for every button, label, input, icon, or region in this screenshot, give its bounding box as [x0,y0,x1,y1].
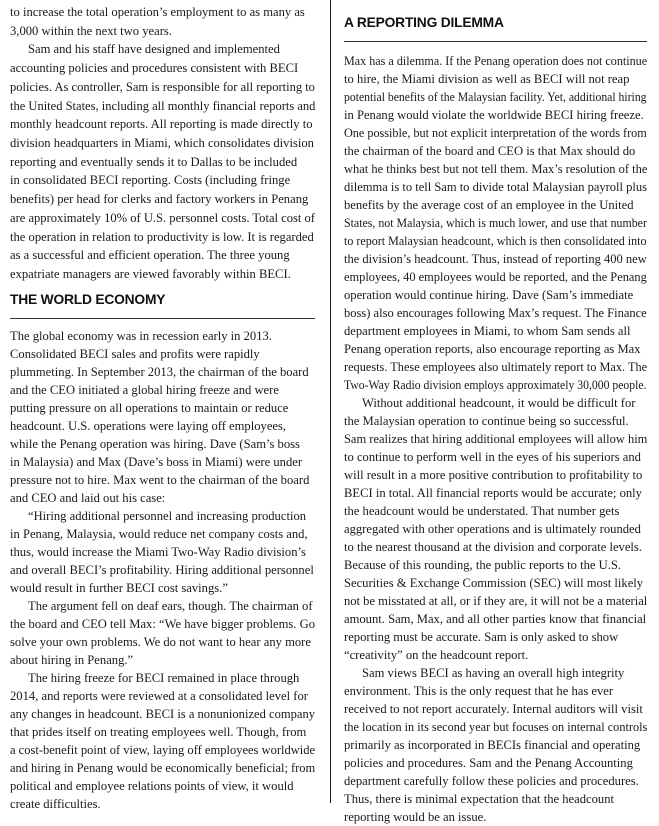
text-line: in Malaysia) and Max (Dave’s boss in Miami) were under [10,455,303,469]
text-line: department carefully follow these policies and procedures. [344,774,639,788]
text-line: reporting would be an issue. [344,810,487,824]
text-line: headcount. U.S. operations were laying off employees, [10,419,287,433]
text-line: not be misstated at all, or if they are, it will not be a material [344,594,648,608]
text-line: what he thinks best but not tell them. Max’s resolution of the [344,162,648,176]
text-line: plummeting. In September 2013, the chairman of the board [10,365,309,379]
text-line: putting pressure on all operations to maintain or reduce [10,401,289,415]
text-line: monthly headcount reports. All reporting is made directly to [10,117,313,132]
text-line: potential benefits of the Malaysian facility. Yet, additional hiring [344,90,647,104]
text-line: to hire, the Miami division as well as BECI will not reap [344,72,630,86]
text-line: about hiring in Penang.” [10,653,134,667]
text-line: Sam and his staff have designed and implemented [28,42,280,57]
text-line: States, not Malaysia, which is much lower, and use that number [344,216,647,230]
text-line: Securities & Exchange Commission (SEC) will most likely [344,576,644,590]
text-line: “Hiring additional personnel and increasing production [28,509,307,523]
text-line: the United States, including all monthly financial reports and [10,98,316,113]
text-line: 2014, and reports were reviewed at a consolidated level for [10,689,308,703]
text-line: department employees in Miami, to whom Sam sends all [344,324,631,338]
text-line: the headcount would be understated. That number gets [344,504,620,518]
text-line: in consolidated BECI reporting. Costs (including fringe [10,173,291,188]
text-line: 3,000 within the next two years. [10,23,172,38]
text-line: and the CEO initiated a global hiring freeze and were [10,383,279,397]
section-heading-reporting-dilemma: A REPORTING DILEMMA [344,15,504,30]
text-line: Thus, there is minimal expectation that the headcount [344,792,614,806]
text-line: the board and CEO tell Max: “We have bigger problems. Go [10,617,315,631]
text-line: reporting must be accurate. Sam is only asked to show [344,630,619,644]
text-line: and overall BECI’s profitability. Hiring additional personnel [10,563,314,577]
text-line: Consolidated BECI sales and profits were rapidly [10,347,260,361]
text-line: a cost-benefit point of view, laying off employees worldwide [10,743,316,757]
text-line: dilemma is to tell Sam to divide total Malaysian payroll plus [344,180,648,194]
text-line: the location in its second year but focuses on internal controls [344,720,648,734]
text-line: Penang operation reports, also encourage reporting as Max [344,342,641,356]
text-line: pressure not to hire. Max went to the chairman of the board [10,473,310,487]
text-line: received to not report accurately. Internal auditors will visit [344,702,643,716]
text-line: while the Penang operation was hiring. Dave (Sam’s boss [10,437,300,451]
text-line: the Malaysian operation to continue being so successful. [344,414,629,428]
section-heading-world-economy: THE WORLD ECONOMY [10,292,166,307]
text-line: to the nearest thousand at the division and corporate levels. [344,540,642,554]
text-line: employees, 40 employees would be reported, and the Penang [344,270,647,284]
text-line: Two-Way Radio division employs approximately 30,000 people. [344,378,647,392]
text-line: to report Malaysian headcount, which is then consolidated into [344,234,647,248]
text-line: requests. These employees also ultimately report to Max. The [344,360,648,374]
text-line: political and employee relations points of view, it would [10,779,294,793]
text-line: division headquarters in Miami, which consolidates division [10,136,314,151]
text-line: policies and procedures. Sam and the Penang Accounting [344,756,633,770]
text-line: benefits) per head for clerks and factory workers in Penang [10,192,309,207]
text-line: solve your own problems. We do not want to hear any more [10,635,311,649]
text-line: thus, would increase the Miami Two-Way Radio division’s [10,545,306,559]
text-line: accounting policies and procedures consistent with BECI [10,61,299,76]
text-line: that prides itself on treating employees well. Though, from [10,725,307,739]
text-line: create difficulties. [10,797,101,811]
text-line: Max has a dilemma. If the Penang operation does not continue [344,54,648,68]
text-line: “creativity” on the headcount report. [344,648,529,662]
text-line: amount. Sam, Max, and all other parties know that financial [344,612,647,626]
text-line: environment. This is the only request that he has ever [344,684,614,698]
text-line: reporting and eventually sends it to Dallas to be included [10,154,298,169]
text-line: Because of this rounding, the public reports to the U.S. [344,558,622,572]
text-line: primarily as incorporated in BECIs financial and operating [344,738,641,752]
text-line: as a successful and efficient operation. The three young [10,248,290,263]
text-line: and CEO and laid out his case: [10,491,166,505]
text-line: expatriate managers are viewed favorably within BECI. [10,267,291,282]
text-line: are approximately 10% of U.S. personnel costs. Total cost of [10,210,315,225]
text-line: BECI in total. All financial reports would be accurate; only [344,486,642,500]
column-divider [330,0,331,803]
heading-underline [10,318,315,319]
text-line: will result in a more positive contribution to profitability to [344,468,643,482]
text-line: aggregated with other operations and is ultimately rounded [344,522,641,536]
text-line: and hiring in Penang would be economically beneficial; from [10,761,316,775]
text-line: The hiring freeze for BECI remained in place through [28,671,300,685]
text-line: The argument fell on deaf ears, though. The chairman of [28,599,313,613]
text-line: Without additional headcount, it would be difficult for [362,396,636,410]
text-line: One possible, but not explicit interpretation of the words from [344,126,647,140]
text-line: any changes in headcount. BECI is a nonunionized company [10,707,316,721]
text-line: to continue to perform well in the eyes of his superiors and [344,450,641,464]
text-line: benefits by the average cost of an employee in the United [344,198,634,212]
text-line: would result in further BECI cost savings.” [10,581,228,595]
heading-underline [344,41,647,42]
text-line: the operation in relation to productivity is low. It is regarded [10,229,314,244]
text-line: boss) also encourages following Max’s request. The Finance [344,306,647,320]
text-line: in Penang would violate the worldwide BECI hiring freeze. [344,108,644,122]
text-line: Sam realizes that hiring additional employees will allow him [344,432,648,446]
text-line: policies. As controller, Sam is responsible for all reporting to [10,79,315,94]
text-line: the chairman of the board and CEO is that Max should do [344,144,636,158]
text-line: in Penang, Malaysia, would reduce net company costs and, [10,527,308,541]
text-line: the division’s headcount. Thus, instead of reporting 400 new [344,252,647,266]
text-line: to increase the total operation’s employment to as many as [10,5,305,19]
text-line: The global economy was in recession early in 2013. [10,329,272,343]
text-line: operation would continue hiring. Dave (Sam’s immediate [344,288,634,302]
text-line: Sam views BECI as having an overall high integrity [362,666,625,680]
